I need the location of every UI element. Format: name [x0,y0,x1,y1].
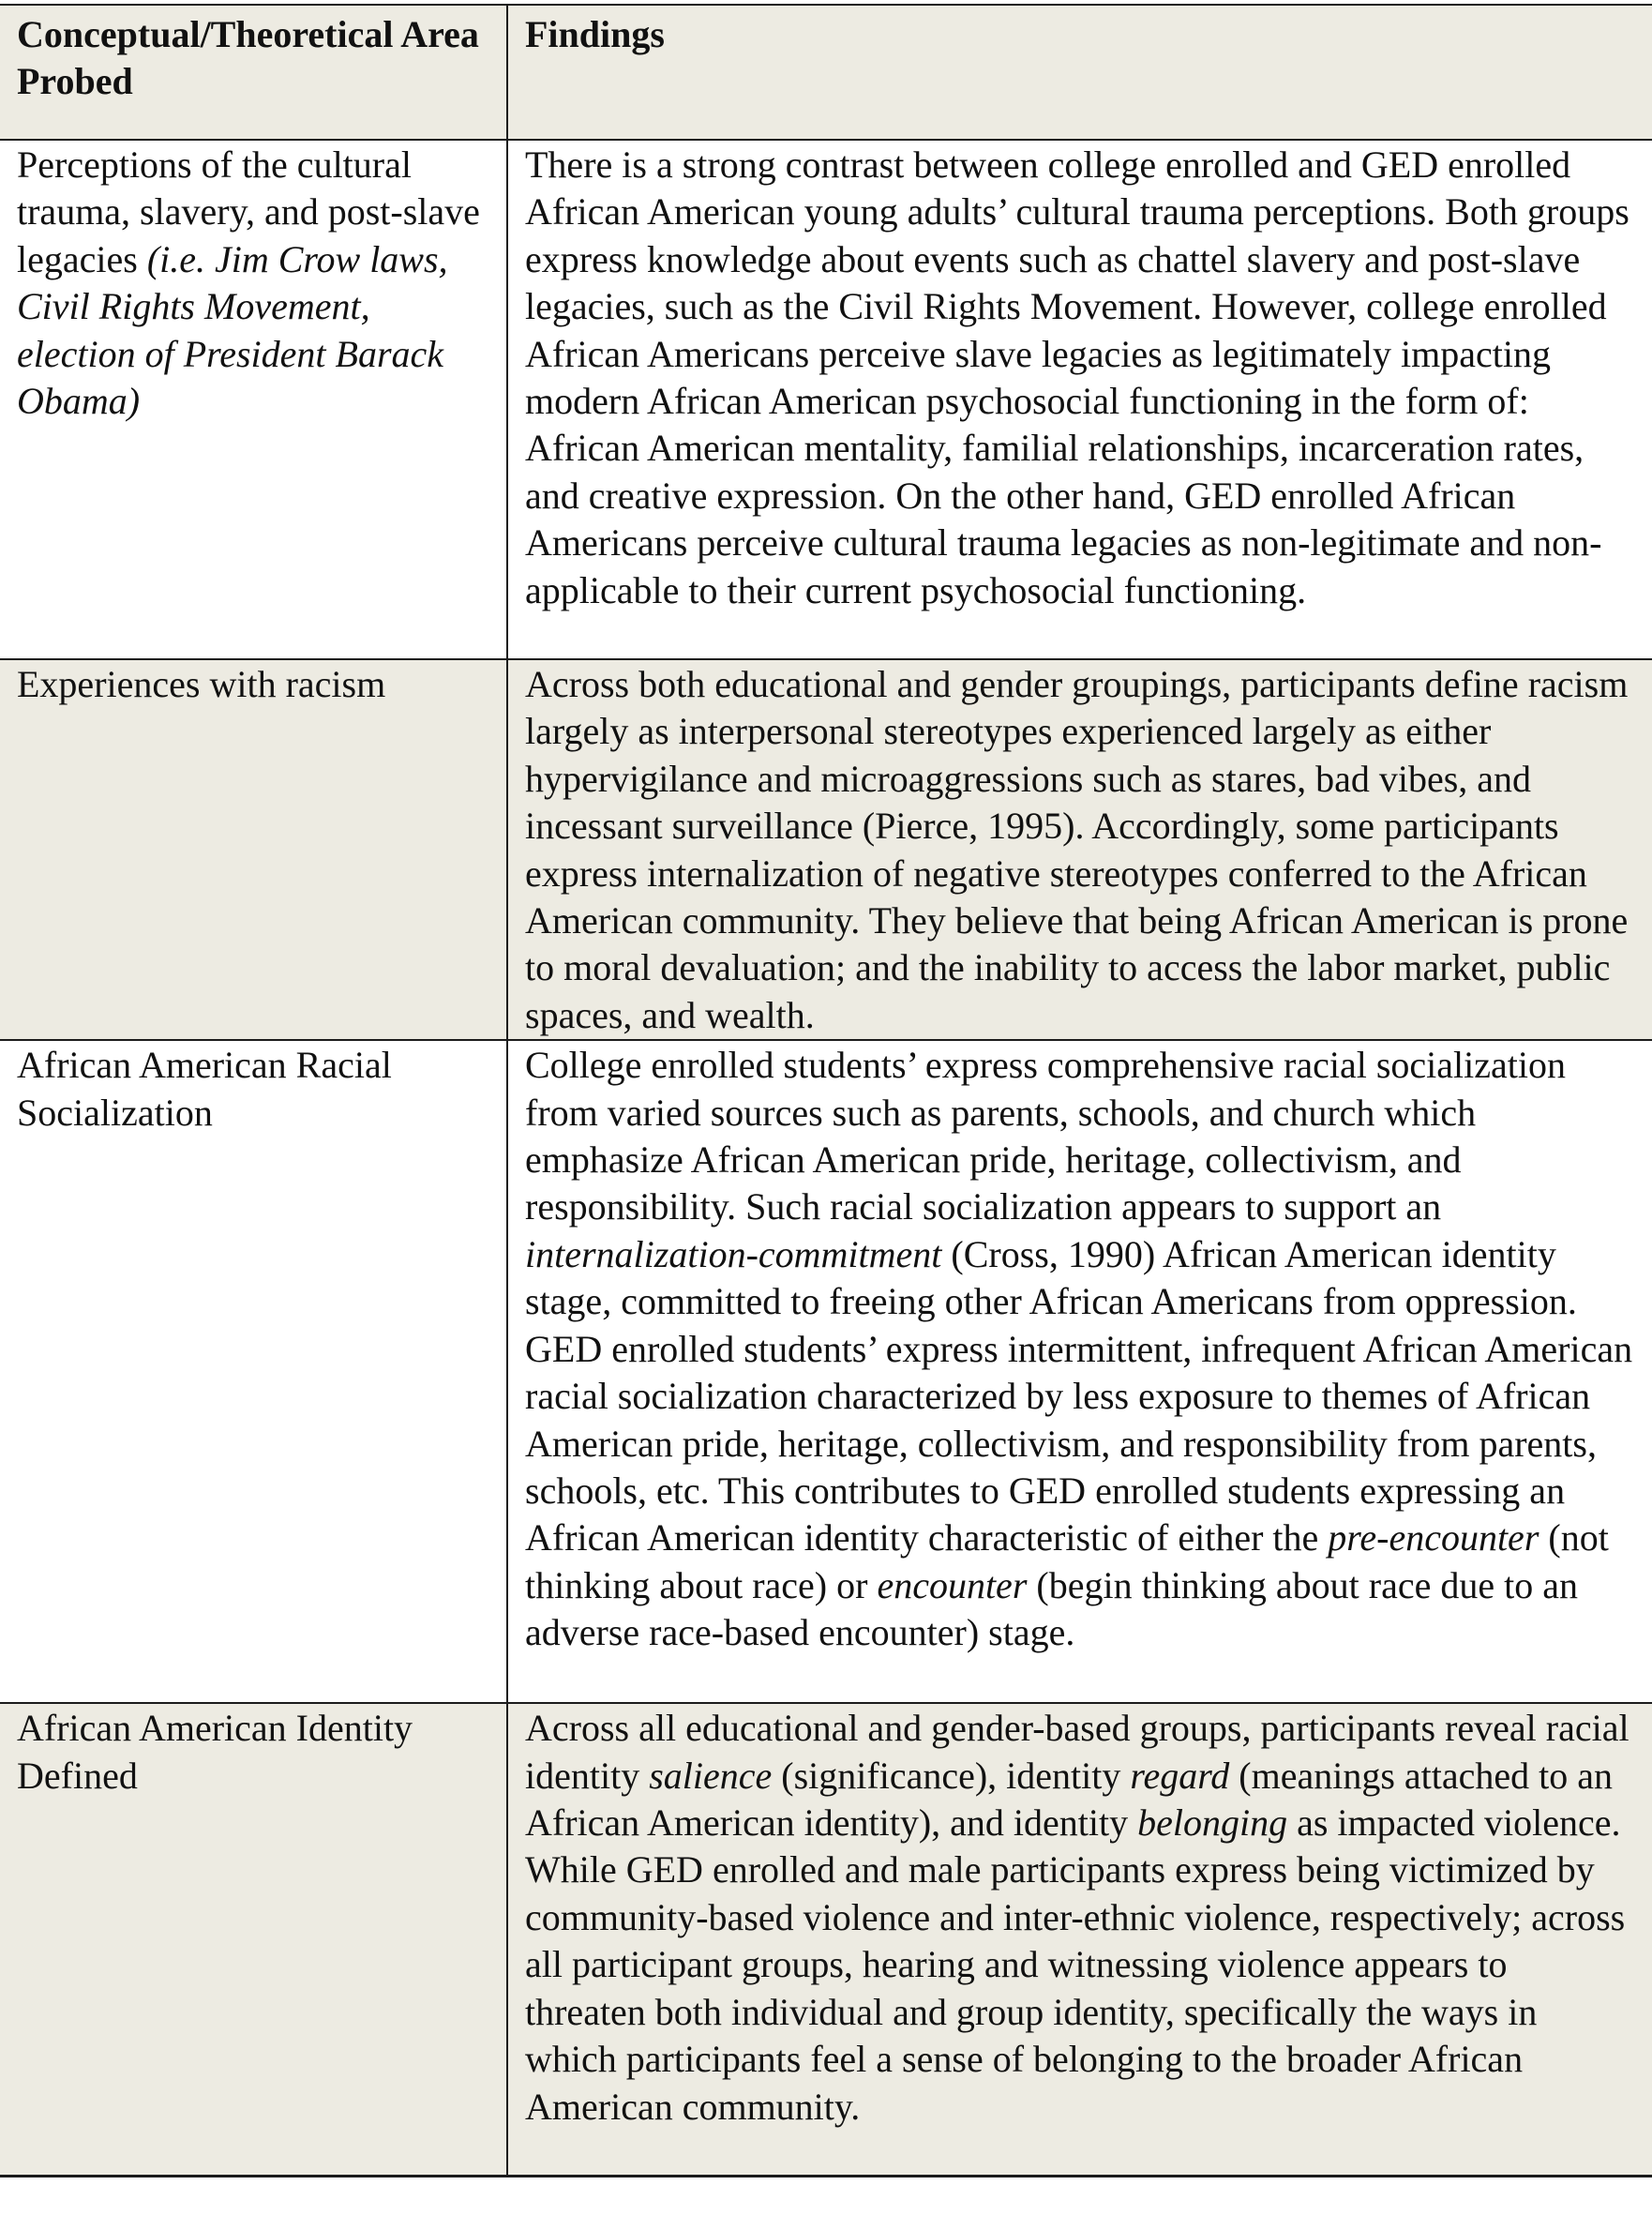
term-regard: regard [1130,1754,1230,1797]
table-header-row [0,5,1652,140]
table-row [0,140,1652,659]
findings-text: (significance), identity [772,1754,1131,1797]
findings-text: (not thinking about race) or [525,1516,1609,1606]
findings-text: Across all educational and gender-based groups, participants reveal racial identity [525,1707,1629,1797]
findings-text: as impacted violence. While GED enrolled and male participants express being victimized by community-based violence and inter-ethnic violence, respectively; across all participant groups, hearing and witnessing violence appears to threaten both individual and group identity, specifically the ways in which participants feel a sense of belonging to the broader African American community. [525,1801,1626,2128]
area-cell: African American Identity Defined [0,1703,507,2176]
header-area-probed: Conceptual/Theoretical Area Probed [0,5,507,140]
findings-text: (Cross, 1990) African American identity stage, committed to freeing other African Americans from oppression. GED enrolled students’ express intermittent, infrequent African American racial socialization characterized by less exposure to themes of African American pride, heritage, collectivism, and responsibility from parents, schools, etc. This contributes to GED enrolled students expressing an African American identity characteristic of either the [525,1232,1633,1560]
header-findings: Findings [507,5,1652,140]
area-cell: African American Racial Socialization [0,1040,507,1703]
term-pre-encounter: pre-encounter [1328,1516,1539,1560]
area-text: Perceptions of the cultural trauma, slavery, and post-slave legacies [17,143,480,280]
area-cell: Experiences with racism [0,659,507,1040]
term-encounter: encounter [877,1563,1028,1606]
area-examples: (i.e. Jim Crow laws, Civil Rights Movement, election of President Barack Obama) [17,237,448,423]
findings-text: (meanings attached to an African American identity), and identity [525,1754,1614,1845]
findings-text: College enrolled students’ express comprehensive racial socialization from varied sources such as parents, schools, and church which emphasize African American pride, heritage, collectivism, and responsibility. Such racial socialization appears to support an [525,1044,1566,1228]
area-cell [0,140,507,659]
table-row [0,659,1652,1040]
table-row [0,1703,1652,2176]
findings-cell [507,1703,1652,2176]
findings-table [0,4,1652,2177]
term-salience: salience [649,1754,773,1797]
findings-cell [507,1040,1652,1703]
term-internalization-commitment: internalization-commitment [525,1232,942,1275]
term-belonging: belonging [1137,1801,1288,1845]
findings-text: (begin thinking about race due to an adverse race-based encounter) stage. [525,1563,1578,1654]
table-row [0,1040,1652,1703]
findings-cell: There is a strong contrast between college enrolled and GED enrolled African American young adults’ cultural trauma perceptions. Both groups express knowledge about events such as chattel slavery and post-slave legacies, such as the Civil Rights Movement. However, college enrolled African Americans perceive slave legacies as legitimately impacting modern African American psychosocial functioning in the form of: African American mentality, familial relationships, incarceration rates, and creative expression. On the other hand, GED enrolled African Americans perceive cultural trauma legacies as non-legitimate and non-applicable to their current psychosocial functioning. [507,140,1652,659]
findings-cell: Across both educational and gender groupings, participants define racism largely as interpersonal stereotypes experienced largely as either hypervigilance and microaggressions such as stares, bad vibes, and incessant surveillance (Pierce, 1995). Accordingly, some participants express internalization of negative stereotypes conferred to the African American community. They believe that being African American is prone to moral devaluation; and the inability to access the labor market, public spaces, and wealth. [507,659,1652,1040]
